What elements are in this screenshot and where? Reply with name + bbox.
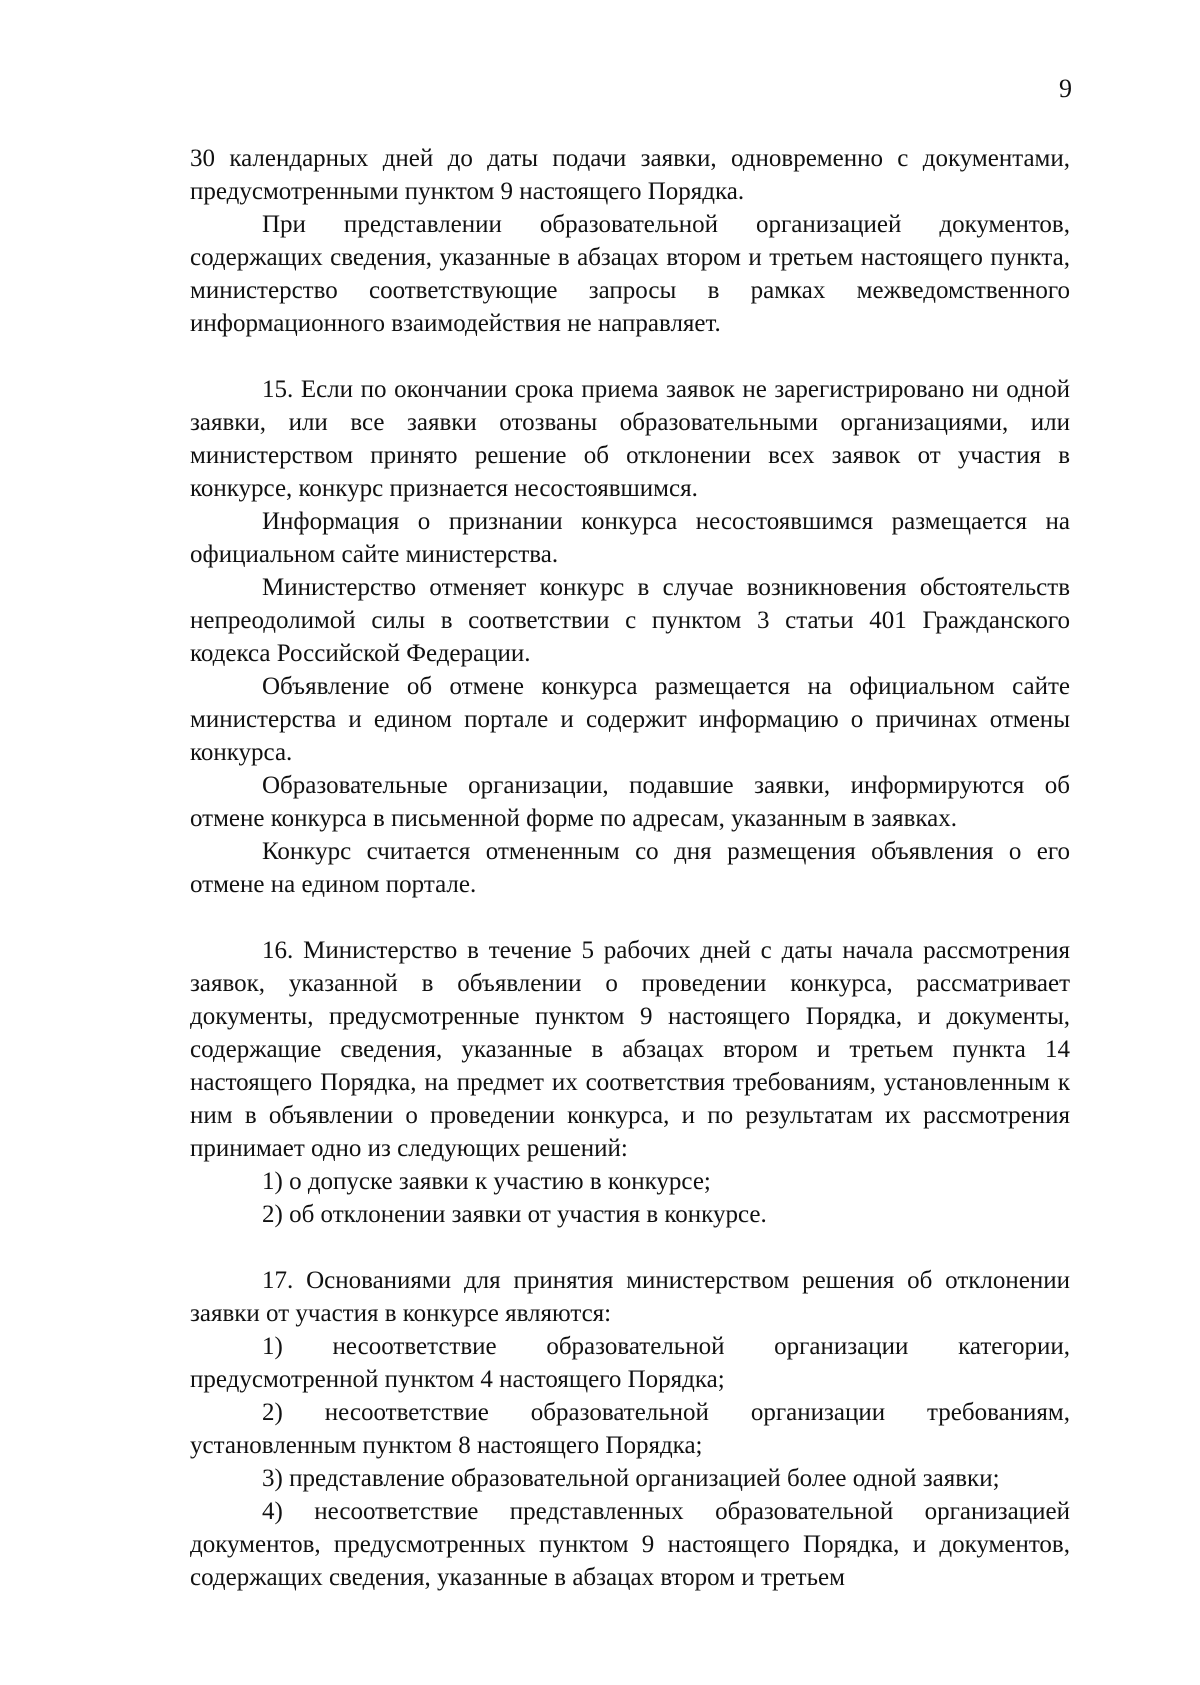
list-item: 3) представление образовательной организацией более одной заявки; (262, 1465, 1000, 1492)
list-item: 2) несоответствие образовательной организации требованиям, установленным пунктом 8 настоящего Порядка; (190, 1399, 1070, 1459)
paragraph: Образовательные организации, подавшие заявки, информируются об отмене конкурса в письменной форме по адресам, указанным в заявках. (190, 772, 1070, 832)
paragraph: Министерство отменяет конкурс в случае возникновения обстоятельств непреодолимой силы в соответствии с пунктом 3 статьи 401 Гражданского кодекса Российской Федерации. (190, 574, 1070, 667)
list-item: 1) несоответствие образовательной организации категории, предусмотренной пунктом 4 настоящего Порядка; (190, 1333, 1070, 1393)
list-item: 2) об отклонении заявки от участия в конкурсе. (262, 1201, 767, 1228)
list-item: 4) несоответствие представленных образовательной организацией документов, предусмотренных пунктом 9 настоящего Порядка, и документов, содержащих сведения, указанные в абзацах втором и третьем (190, 1498, 1070, 1591)
clause-16: 16. Министерство в течение 5 рабочих дней с даты начала рассмотрения заявок, указанной в объявлении о проведении конкурса, рассматривает документы, предусмотренные пунктом 9 настоящего Порядка, и документы, содержащие сведения, указанные в абзацах втором и третьем пункта 14 настоящего Порядка, на предмет их соответствия требованиям, установленным к ним в объявлении о проведении конкурса, и по результатам их рассмотрения принимает одно из следующих решений: (190, 937, 1070, 1162)
paragraph: При представлении образовательной организацией документов, содержащих сведения, указанные в абзацах втором и третьем настоящего пункта, министерство соответствующие запросы в рамках межведомственного информационного взаимодействия не направляет. (190, 211, 1070, 337)
clause-15: 15. Если по окончании срока приема заявок не зарегистрировано ни одной заявки, или все заявки отозваны образовательными организациями, или министерством принято решение об отклонении всех заявок от участия в конкурсе, конкурс признается несостоявшимся. (190, 376, 1070, 502)
list-item: 1) о допуске заявки к участию в конкурсе; (262, 1168, 711, 1195)
paragraph: Объявление об отмене конкурса размещается на официальном сайте министерства и едином портале и содержит информацию о причинах отмены конкурса. (190, 673, 1070, 766)
paragraph: Информация о признании конкурса несостоявшимся размещается на официальном сайте министерства. (190, 508, 1070, 568)
paragraph-continuation: 30 календарных дней до даты подачи заявки, одновременно с документами, предусмотренными пунктом 9 настоящего Порядка. (190, 145, 1070, 205)
paragraph: Конкурс считается отмененным со дня размещения объявления о его отмене на едином портале. (190, 838, 1070, 898)
page-number: 9 (1059, 74, 1072, 103)
document-body (190, 142, 1070, 1594)
clause-17: 17. Основаниями для принятия министерством решения об отклонении заявки от участия в конкурсе являются: (190, 1267, 1070, 1327)
